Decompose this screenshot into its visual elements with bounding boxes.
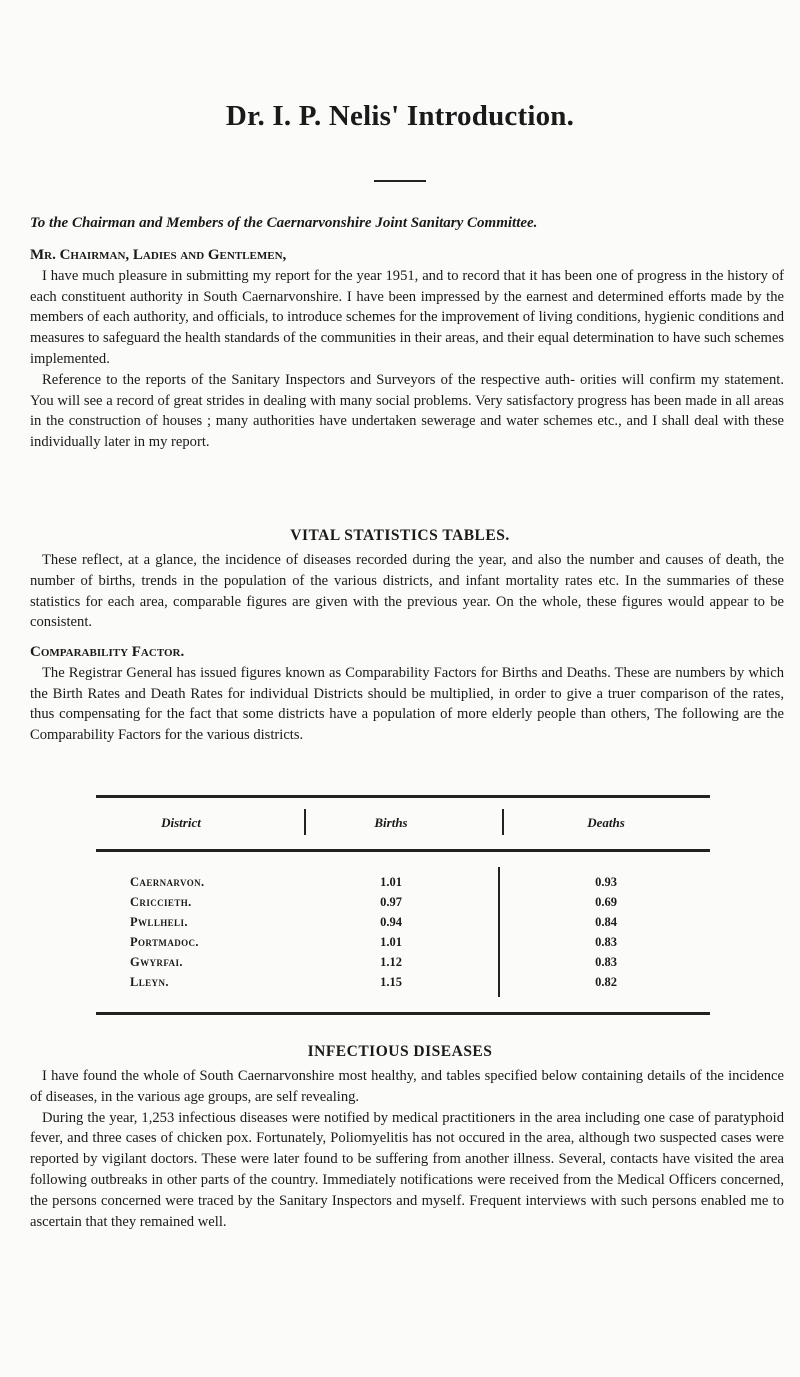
column-header-births: Births [374, 815, 408, 830]
table-header-rule [96, 849, 710, 852]
births-factor: 1.01 [380, 935, 402, 949]
comparability-heading: Comparability Factor. [30, 644, 185, 660]
district-name: Portmadoc. [130, 935, 199, 949]
district-name: Gwyrfai. [130, 955, 183, 969]
column-header-deaths: Deaths [587, 815, 625, 830]
deaths-factor: 0.83 [595, 955, 617, 969]
deaths-factor: 0.69 [595, 895, 617, 909]
table-divider [498, 867, 500, 997]
intro-section [30, 245, 784, 453]
deaths-factor: 0.82 [595, 975, 617, 989]
district-name: Pwllheli. [130, 915, 188, 929]
district-name: Criccieth. [130, 895, 192, 909]
table-divider [502, 809, 504, 835]
addressee-line: To the Chairman and Members of the Caernarvonshire Joint Sanitary Committee. [30, 215, 538, 231]
comparability-table [96, 795, 710, 1015]
column-header-district: District [161, 815, 201, 830]
vital-statistics-paragraph: These reflect, at a glance, the incidence of diseases recorded during the year, and also the number and causes of death, the number of births, trends in the population of the various districts, and infant mortality rates etc. In the summaries of these statistics for each area, comparable figures are given with the previous year. On the whole, these figures would appear to be consistent. [30, 552, 784, 631]
intro-paragraph-2: Reference to the reports of the Sanitary Inspectors and Surveyors of the respective auth- orities will confirm my statement. You will see a record of great strides in dealing with many social problems. Very satisfactory progress has been made in all areas in the construction of houses ; many authorities have undertaken sewerage and water schemes etc., and I shall deal with these individually later in my report. [30, 371, 784, 451]
births-factor: 1.15 [380, 975, 402, 989]
deaths-factor: 0.83 [595, 935, 617, 949]
births-factor: 0.97 [380, 895, 402, 909]
comparability-section [30, 642, 784, 746]
births-factor: 1.12 [380, 955, 402, 969]
deaths-factor: 0.93 [595, 875, 617, 889]
births-factor: 0.94 [380, 915, 402, 929]
vital-statistics-section [30, 550, 784, 633]
infectious-diseases-section [30, 1066, 784, 1232]
page-title: Dr. I. P. Nelis' Introduction. [225, 100, 575, 132]
salutation: Mr. Chairman, Ladies and Gentlemen, [30, 247, 287, 263]
infectious-paragraph-2: During the year, 1,253 infectious diseases were notified by medical practitioners in the area including one case of paratyphoid fever, and three cases of chicken pox. Fortunately, Poliomyelitis has not occured in the area, although two suspected cases were reported by vigilant doctors. These were later found to be suffering from another illness. Several, contacts have visited the area following outbreaks in other parts of the country. Immediately notifications were received from the Medical Officers concerned, the persons concerned were traced by the Sanitary Inspectors and myself. Frequent interviews with such persons enabled me to ascertain that they remained well. [30, 1109, 784, 1230]
table-divider [304, 809, 306, 835]
table-top-rule [96, 795, 710, 798]
comparability-paragraph: The Registrar General has issued figures known as Comparability Factors for Births and Deaths. These are numbers by which the Birth Rates and Death Rates for individual Districts should be multiplied, in order to give a truer comparison of the rates, thus compensating for the fact that some districts have a population of more elderly people than others, The following are the Comparability Factors for the various districts. [30, 664, 784, 744]
title-rule [374, 180, 426, 182]
district-name: Lleyn. [130, 975, 169, 989]
vital-statistics-heading: VITAL STATISTICS TABLES. [290, 527, 510, 544]
district-name: Caernarvon. [130, 875, 205, 889]
infectious-paragraph-1: I have found the whole of South Caernarvonshire most healthy, and tables specified below containing details of the incidence of diseases, in the various age groups, are self revealing. [30, 1068, 784, 1105]
infectious-diseases-heading: INFECTIOUS DISEASES [307, 1043, 493, 1060]
intro-paragraph-1: I have much pleasure in submitting my report for the year 1951, and to record that it has been one of progress in the history of each constituent authority in South Caernarvonshire. I have been impressed by the earnest and determined efforts made by the members of each authority, and officials, to introduce schemes for the improvement of living conditions, hygienic conditions and measures to safeguard the health standards of the communities in their areas, and their equal determination to have such schemes implemented. [30, 267, 784, 367]
deaths-factor: 0.84 [595, 915, 617, 929]
births-factor: 1.01 [380, 875, 402, 889]
table-bottom-rule [96, 1012, 710, 1015]
